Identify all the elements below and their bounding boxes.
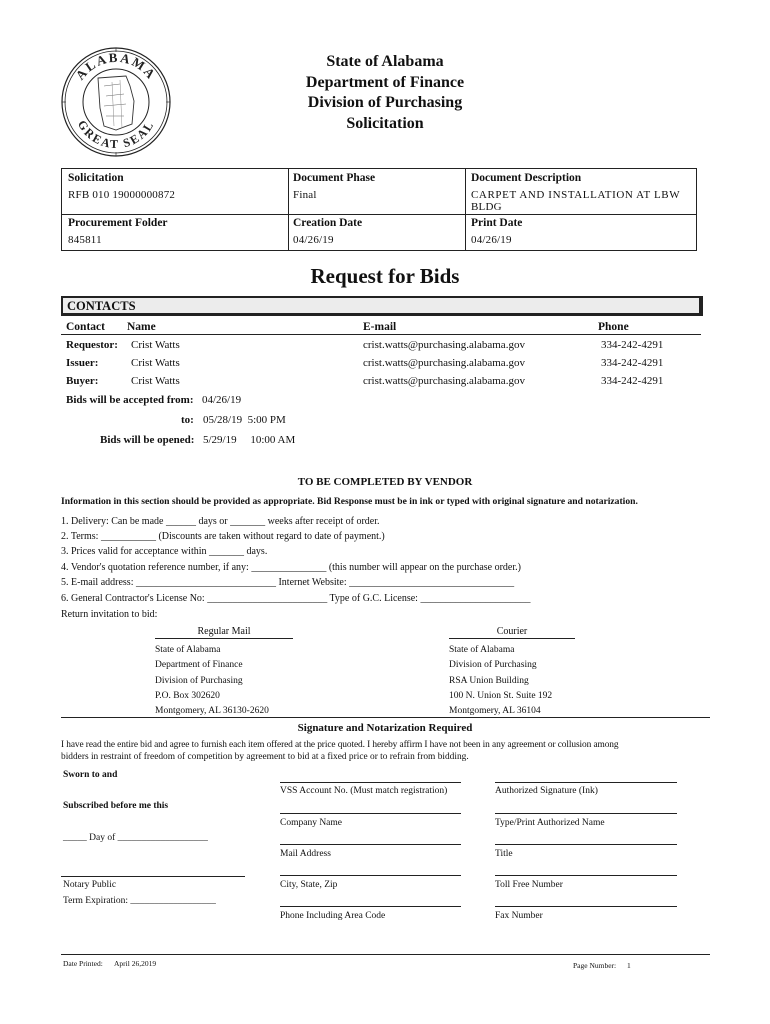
contacts-col-name: Name	[127, 321, 156, 333]
solicitation-info-table	[61, 168, 697, 251]
address-line: Montgomery, AL 36130-2620	[155, 706, 269, 717]
address-line: Division of Purchasing	[449, 660, 537, 671]
authorized-name-label: Type/Print Authorized Name	[495, 818, 605, 828]
address-line: State of Alabama	[449, 645, 515, 655]
city-state-zip-line[interactable]	[280, 875, 461, 876]
folder-label: Procurement Folder	[68, 217, 168, 229]
address-line: P.O. Box 302620	[155, 690, 220, 701]
header-department: Department of Finance	[305, 73, 465, 91]
vendor-item[interactable]: 2. Terms: ___________ (Discounts are taken without regard to date of payment.)	[61, 531, 385, 542]
vss-account-label: VSS Account No. (Must match registration)	[280, 786, 448, 796]
authorized-signature-label: Authorized Signature (Ink)	[495, 786, 598, 796]
mail-address-label: Mail Address	[280, 849, 331, 859]
vendor-item[interactable]: 6. General Contractor's License No: ________________________ Type of G.C. License: ______________________	[61, 593, 531, 604]
solicitation-value: RFB 010 19000000872	[68, 189, 176, 201]
description-label: Document Description	[471, 172, 582, 184]
authorized-name-line[interactable]	[495, 813, 677, 814]
bids-to-label: to:	[181, 414, 194, 426]
title-label: Title	[495, 849, 513, 859]
contacts-heading: CONTACTS	[67, 299, 136, 313]
courier-title: Courier	[496, 626, 528, 637]
page-number-label: Page Number:	[573, 961, 617, 970]
notary-label: Notary Public	[63, 880, 117, 890]
description-value-2: BLDG	[471, 201, 502, 213]
mail-address-line[interactable]	[280, 844, 461, 845]
contact-phone: 334-242-4291	[601, 375, 664, 387]
creation-date-label: Creation Date	[293, 217, 363, 229]
seal-bottom-text: GREAT SEAL	[74, 117, 158, 152]
header-state: State of Alabama	[326, 53, 444, 70]
phone-line[interactable]	[280, 906, 461, 907]
title-line[interactable]	[495, 844, 677, 845]
date-printed-label: Date Printed:	[63, 959, 103, 968]
vendor-item[interactable]: 4. Vendor's quotation reference number, if any: _______________ (this number will appear on the purchase order.)	[61, 562, 521, 573]
solicitation-label: Solicitation	[68, 172, 124, 184]
contact-role: Requestor:	[66, 339, 118, 351]
contacts-heading-bar	[61, 296, 703, 316]
courier-address	[449, 643, 552, 719]
address-line: State of Alabama	[155, 645, 221, 655]
signature-section-divider	[61, 717, 710, 718]
contact-email[interactable]: crist.watts@purchasing.alabama.gov	[363, 375, 525, 387]
contacts-col-contact: Contact	[66, 321, 105, 333]
address-line: Department of Finance	[155, 660, 243, 671]
page-number-value: 1	[627, 961, 631, 970]
footer-divider	[61, 954, 710, 955]
subscribed-label: Subscribed before me this	[63, 801, 169, 811]
contact-name: Crist Watts	[131, 375, 180, 387]
address-line: 100 N. Union St. Suite 192	[449, 690, 553, 701]
company-name-line[interactable]	[280, 813, 461, 814]
vendor-item[interactable]: 3. Prices valid for acceptance within _______ days.	[61, 546, 268, 557]
contact-phone: 334-242-4291	[601, 339, 664, 351]
contact-role: Buyer:	[66, 375, 99, 387]
page-title: Request for Bids	[310, 264, 460, 288]
notary-signature-line[interactable]	[61, 876, 245, 877]
date-printed-value: April 26,2019	[114, 959, 157, 968]
description-value-1: CARPET AND INSTALLATION AT LBW	[471, 189, 681, 201]
fax-label: Fax Number	[495, 911, 543, 921]
regular-mail-address	[155, 643, 269, 719]
folder-value: 845811	[68, 234, 102, 246]
contact-name: Crist Watts	[131, 357, 180, 369]
term-expiration-field[interactable]: Term Expiration: __________________	[63, 896, 216, 906]
alabama-seal-icon	[60, 46, 172, 158]
vendor-instructions: Information in this section should be provided as appropriate. Bid Response must be in ink or typed with original signature and notarization.	[61, 496, 638, 507]
contacts-col-phone: Phone	[598, 321, 629, 333]
print-date-value: 04/26/19	[471, 234, 512, 246]
authorized-signature-line[interactable]	[495, 782, 677, 783]
vendor-item[interactable]: 5. E-mail address: ____________________________ Internet Website: _________________________________	[61, 577, 515, 588]
contact-email[interactable]: crist.watts@purchasing.alabama.gov	[363, 339, 525, 351]
signature-heading: Signature and Notarization Required	[297, 722, 473, 734]
address-line: Division of Purchasing	[155, 675, 243, 686]
bids-opened-value: 5/29/19 10:00 AM	[203, 434, 296, 446]
bids-accepted-label: Bids will be accepted from:	[66, 394, 194, 406]
toll-free-line[interactable]	[495, 875, 677, 876]
regular-mail-underline	[155, 638, 293, 639]
contact-name: Crist Watts	[131, 339, 180, 351]
contact-role: Issuer:	[66, 357, 99, 369]
document-header	[270, 52, 500, 134]
bids-accepted-value: 04/26/19	[202, 394, 242, 406]
header-solicitation: Solicitation	[346, 114, 424, 132]
affirmation-line-2: bidders in restraint of freedom of competition by agreement to bid at a fixed price or to refrain from bidding.	[61, 752, 469, 762]
regular-mail-title: Regular Mail	[197, 626, 251, 637]
address-line: Montgomery, AL 36104	[449, 706, 541, 717]
phone-label: Phone Including Area Code	[280, 911, 386, 921]
seal-top-text: ALABAMA	[72, 49, 160, 83]
bids-to-value: 05/28/19 5:00 PM	[203, 414, 286, 426]
courier-underline	[449, 638, 575, 639]
sworn-label: Sworn to and	[63, 770, 118, 780]
print-date-label: Print Date	[471, 217, 523, 229]
contact-email[interactable]: crist.watts@purchasing.alabama.gov	[363, 357, 525, 369]
contacts-col-email: E-mail	[363, 321, 397, 333]
vendor-section-heading: TO BE COMPLETED BY VENDOR	[297, 476, 473, 488]
city-state-zip-label: City, State, Zip	[280, 880, 338, 890]
header-division: Division of Purchasing	[307, 94, 463, 111]
vendor-item[interactable]: 1. Delivery: Can be made ______ days or _______ weeks after receipt of order.	[61, 516, 380, 527]
contact-phone: 334-242-4291	[601, 357, 664, 369]
contacts-divider	[61, 334, 701, 335]
phase-label: Document Phase	[293, 172, 376, 184]
bids-opened-label: Bids will be opened:	[100, 434, 195, 446]
day-of-field[interactable]: _____ Day of ___________________	[63, 833, 208, 843]
creation-date-value: 04/26/19	[293, 234, 334, 246]
company-name-label: Company Name	[280, 818, 343, 828]
vss-account-line[interactable]	[280, 782, 461, 783]
return-invitation-label: Return invitation to bid:	[61, 609, 158, 620]
toll-free-label: Toll Free Number	[495, 880, 563, 890]
fax-line[interactable]	[495, 906, 677, 907]
address-line: RSA Union Building	[449, 675, 529, 686]
affirmation-line-1: I have read the entire bid and agree to furnish each item offered at the price quoted. I hereby affirm I have not been in any agreement or collusion among	[61, 740, 619, 750]
phase-value: Final	[293, 189, 317, 201]
